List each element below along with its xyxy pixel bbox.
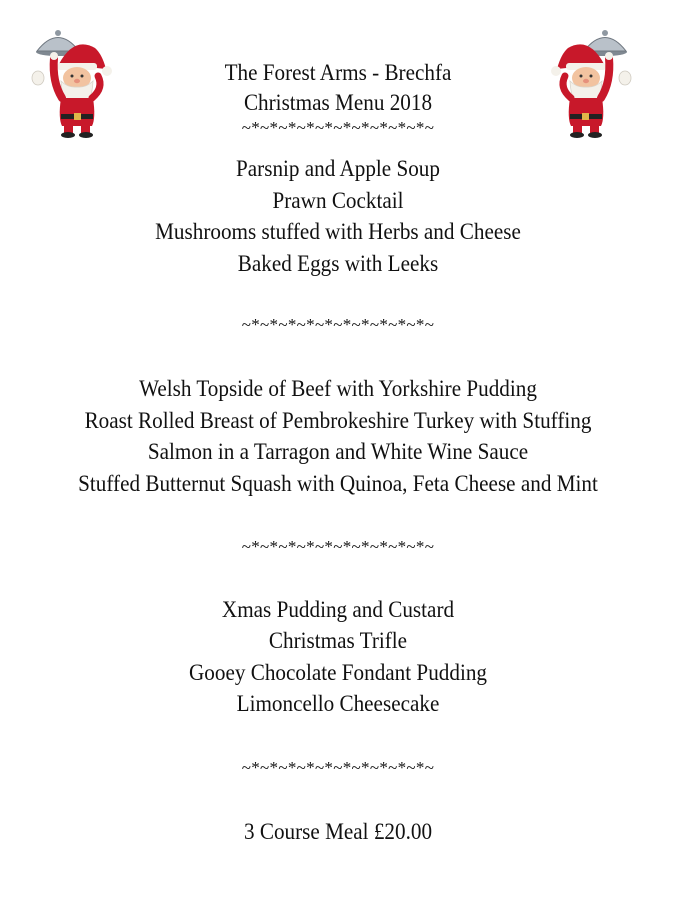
- dessert-item: Xmas Pudding and Custard: [221, 597, 455, 622]
- main-item: Salmon in a Tarragon and White Wine Sauce: [147, 439, 529, 464]
- separator-2: ~*~*~*~*~*~*~*~*~*~*~: [241, 315, 435, 334]
- dessert-item: Christmas Trifle: [268, 628, 408, 653]
- starter-item: Mushrooms stuffed with Herbs and Cheese: [155, 219, 521, 244]
- starter-item: Baked Eggs with Leeks: [237, 251, 439, 276]
- main-item: Stuffed Butternut Squash with Quinoa, Feta Cheese and Mint: [78, 471, 598, 496]
- main-item: Roast Rolled Breast of Pembrokeshire Turkey with Stuffing: [84, 408, 592, 433]
- separator-1: ~*~*~*~*~*~*~*~*~*~*~: [241, 118, 435, 137]
- menu-title-venue: The Forest Arms - Brechfa: [224, 60, 452, 85]
- separator-4: ~*~*~*~*~*~*~*~*~*~*~: [241, 758, 435, 777]
- price-line: 3 Course Meal £20.00: [243, 819, 433, 844]
- dessert-item: Gooey Chocolate Fondant Pudding: [189, 660, 487, 685]
- main-item: Welsh Topside of Beef with Yorkshire Pudding: [139, 376, 537, 401]
- starter-item: Parsnip and Apple Soup: [236, 156, 440, 181]
- starter-item: Prawn Cocktail: [272, 188, 404, 213]
- dessert-item: Limoncello Cheesecake: [236, 691, 440, 716]
- menu-title-christmas: Christmas Menu 2018: [243, 90, 433, 115]
- separator-3: ~*~*~*~*~*~*~*~*~*~*~: [241, 537, 435, 556]
